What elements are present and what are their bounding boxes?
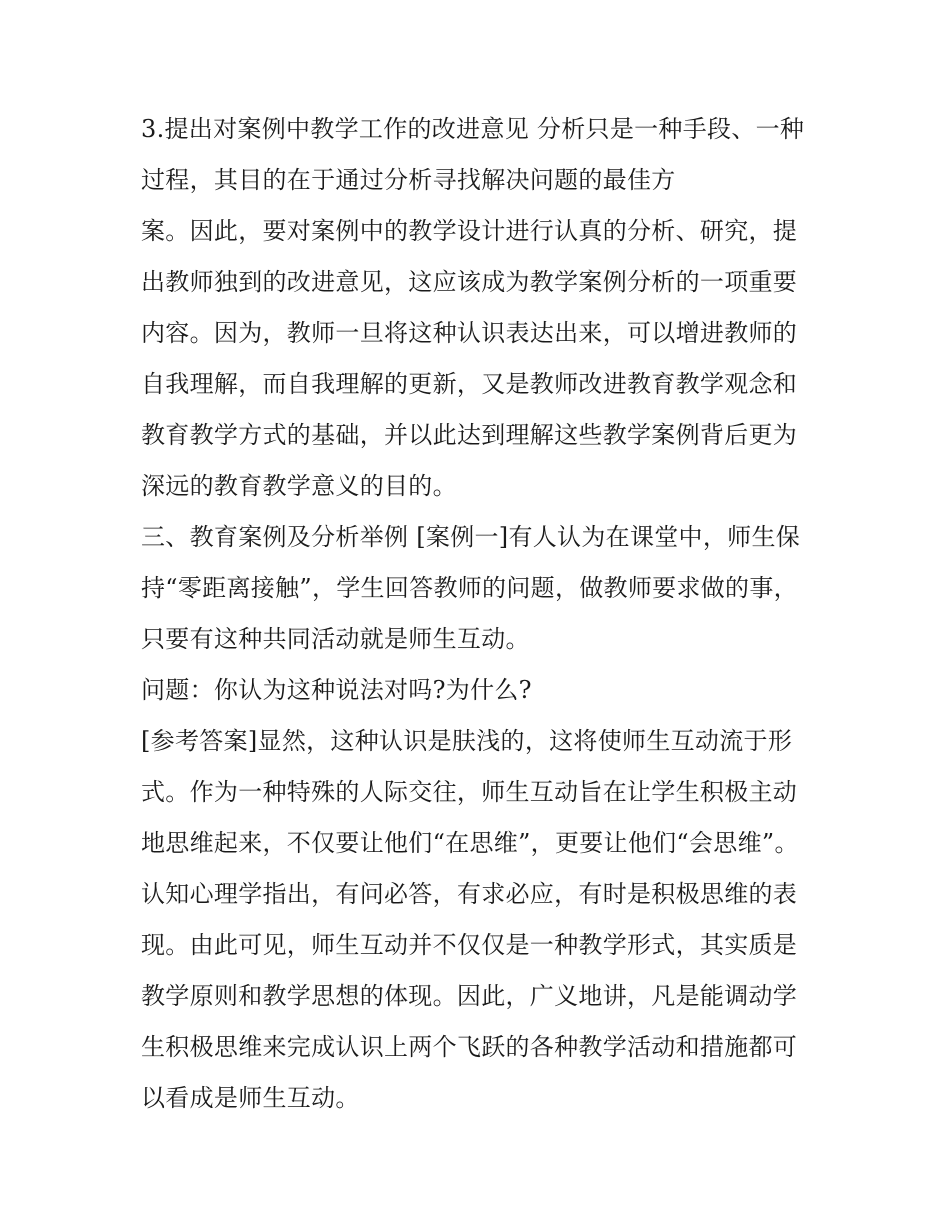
text-line: 深远的教育教学意义的目的。 [141, 472, 457, 500]
text-line: 现。由此可见，师生互动并不仅仅是一种教学形式，其实质是 [141, 931, 798, 959]
text-line: 持“零距离接触”，学生回答教师的问题，做教师要求做的事， [141, 574, 798, 602]
question-line: 问题：你认为这种说法对吗?为什么? [141, 676, 532, 704]
text-line: 教学原则和教学思想的体现。因此，广义地讲，凡是能调动学 [141, 982, 798, 1010]
text-line: 3.提出对案例中教学工作的改进意见 分析只是一种手段、一种 [141, 115, 805, 143]
text-line: 认知心理学指出，有问必答，有求必应，有时是积极思维的表 [141, 880, 798, 908]
body-text [141, 104, 821, 1124]
text-line: 只要有这种共同活动就是师生互动。 [141, 625, 530, 653]
text-line: 出教师独到的改进意见，这应该成为教学案例分析的一项重要 [141, 268, 798, 296]
text-line: 过程，其目的在于通过分析寻找解决问题的最佳方 [141, 166, 676, 194]
section-heading-line: 三、教育案例及分析举例 [案例一]有人认为在课堂中，师生保 [141, 523, 801, 551]
text-line: 内容。因为，教师一旦将这种认识表达出来，可以增进教师的 [141, 319, 798, 347]
text-line: 地思维起来，不仅要让他们“在思维”，更要让他们“会思维”。 [141, 829, 799, 857]
text-line: 教育教学方式的基础，并以此达到理解这些教学案例背后更为 [141, 421, 798, 449]
answer-line: [参考答案]显然，这种认识是肤浅的，这将使师生互动流于形 [141, 727, 793, 755]
text-line: 式。作为一种特殊的人际交往，师生互动旨在让学生积极主动 [141, 778, 798, 806]
text-line: 生积极思维来完成认识上两个飞跃的各种教学活动和措施都可 [141, 1033, 798, 1061]
text-line: 案。因此，要对案例中的教学设计进行认真的分析、研究，提 [141, 217, 798, 245]
text-line: 自我理解，而自我理解的更新，又是教师改进教育教学观念和 [141, 370, 798, 398]
text-line: 以看成是师生互动。 [141, 1084, 360, 1112]
